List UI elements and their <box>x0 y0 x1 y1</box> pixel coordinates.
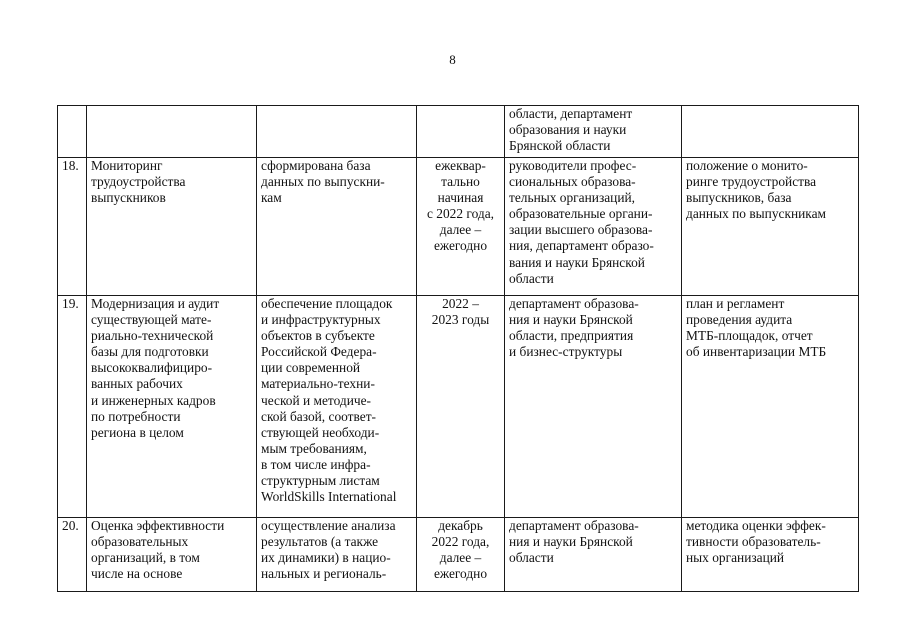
cell-line: выпускников, база <box>686 190 792 206</box>
cell-responsible <box>505 296 682 518</box>
cell-line: ния, департамент образо- <box>509 238 654 254</box>
cell-result <box>257 296 417 518</box>
cell-line: начиная <box>437 190 484 206</box>
cell-line: высококвалифициро- <box>91 360 213 376</box>
cell-line: методика оценки эффек- <box>686 518 826 533</box>
cell-line: региона в целом <box>91 424 184 440</box>
cell-line: области <box>509 270 554 286</box>
cell-line: WorldSkills International <box>261 489 397 505</box>
cell-line: с 2022 года, <box>427 206 494 222</box>
cell-line: осуществление анализа <box>261 518 396 533</box>
cell-line: нальных и региональ- <box>261 566 387 582</box>
cell-line: и инфраструктурных <box>261 312 381 328</box>
cell-line: ных организаций <box>686 550 785 566</box>
cell-line: положение о монито- <box>686 158 808 173</box>
cell-line: Российской Федера- <box>261 344 377 360</box>
cell-line: объектов в субъекте <box>261 328 375 344</box>
page-number: 8 <box>449 52 456 67</box>
cell-line: в том числе инфра- <box>261 456 371 472</box>
cell-number <box>58 158 87 296</box>
cell-document <box>682 518 859 592</box>
cell-line: образования и науки <box>509 122 627 138</box>
cell-line: зации высшего образова- <box>509 222 653 238</box>
cell-line: об инвентаризации МТБ <box>686 344 827 360</box>
cell-number <box>58 106 87 158</box>
cell-number <box>58 518 87 592</box>
cell-line: сформирована база <box>261 158 371 173</box>
cell-activity <box>87 518 257 592</box>
cell-result <box>257 106 417 158</box>
cell-line: образовательные органи- <box>509 206 653 222</box>
cell-line: ежегодно <box>433 566 488 582</box>
cell-line: руководители профес- <box>509 158 637 173</box>
cell-line: структурным листам <box>261 473 380 489</box>
cell-line: результатов (а также <box>261 534 379 550</box>
cell-line: 2022 года, <box>431 534 490 550</box>
cell-result <box>257 518 417 592</box>
cell-line: 2022 – <box>442 296 479 311</box>
cell-line: области, департамент <box>509 106 633 121</box>
cell-line: данных по выпускникам <box>686 206 827 222</box>
cell-line: 19. <box>62 296 79 311</box>
cell-line: и инженерных кадров <box>91 392 216 408</box>
cell-line: ния и науки Брянской <box>509 312 633 328</box>
cell-line: ческой и методиче- <box>261 392 372 408</box>
cell-line: вания и науки Брянской <box>509 254 645 270</box>
cell-activity <box>87 106 257 158</box>
cell-deadline <box>417 296 505 518</box>
cell-line: области <box>509 550 554 566</box>
cell-document <box>682 296 859 518</box>
cell-line: ствующей необходи- <box>261 424 380 440</box>
cell-line: ции современной <box>261 360 361 376</box>
table-row-continued <box>58 106 859 158</box>
cell-line: тально <box>441 174 480 190</box>
cell-line: Мониторинг <box>91 158 163 173</box>
cell-line: базы для подготовки <box>91 344 209 360</box>
plan-table <box>57 105 859 592</box>
cell-line: проведения аудита <box>686 312 793 328</box>
cell-line: департамент образова- <box>509 296 639 311</box>
cell-line: образовательных <box>91 534 189 550</box>
cell-line: декабрь <box>438 518 483 533</box>
cell-line: ежегодно <box>433 238 488 254</box>
cell-line: организаций, в том <box>91 550 200 566</box>
cell-line: 2023 годы <box>431 312 490 328</box>
cell-line: Модернизация и аудит <box>91 296 220 311</box>
cell-line: далее – <box>439 222 482 238</box>
cell-line: данных по выпускни- <box>261 174 385 190</box>
cell-line: по потребности <box>91 408 181 424</box>
cell-line: департамент образова- <box>509 518 639 533</box>
table-row-18 <box>58 158 859 296</box>
cell-responsible <box>505 518 682 592</box>
cell-activity <box>87 158 257 296</box>
cell-line: тивности образователь- <box>686 534 821 550</box>
cell-line: Оценка эффективности <box>91 518 225 533</box>
cell-responsible <box>505 106 682 158</box>
cell-deadline <box>417 158 505 296</box>
cell-line: ской базой, соответ- <box>261 408 377 424</box>
cell-line: выпускников <box>91 190 166 206</box>
cell-number <box>58 296 87 518</box>
cell-line: обеспечение площадок <box>261 296 393 311</box>
cell-line: ванных рабочих <box>91 376 183 392</box>
cell-document <box>682 158 859 296</box>
cell-line: МТБ-площадок, отчет <box>686 328 813 344</box>
cell-line: Брянской области <box>509 138 611 154</box>
cell-line: далее – <box>439 550 482 566</box>
cell-line: план и регламент <box>686 296 785 311</box>
cell-line: трудоустройства <box>91 174 186 190</box>
cell-line: 18. <box>62 158 79 173</box>
cell-line: существующей мате- <box>91 312 212 328</box>
cell-line: их динамики) в нацио- <box>261 550 391 566</box>
cell-line: ринге трудоустройства <box>686 174 817 190</box>
cell-line: 20. <box>62 518 79 533</box>
cell-responsible <box>505 158 682 296</box>
cell-line: кам <box>261 190 282 206</box>
table-row-20 <box>58 518 859 592</box>
cell-line: ежеквар- <box>435 158 486 173</box>
table-row-19 <box>58 296 859 518</box>
cell-deadline <box>417 106 505 158</box>
cell-line: мым требованиям, <box>261 440 367 456</box>
cell-line: тельных организаций, <box>509 190 636 206</box>
cell-line: ния и науки Брянской <box>509 534 633 550</box>
cell-line: сиональных образова- <box>509 174 636 190</box>
cell-line: материально-техни- <box>261 376 375 392</box>
cell-line: числе на основе <box>91 566 183 582</box>
cell-document <box>682 106 859 158</box>
cell-line: риально-технической <box>91 328 214 344</box>
cell-line: и бизнес-структуры <box>509 344 623 360</box>
cell-activity <box>87 296 257 518</box>
cell-line: области, предприятия <box>509 328 634 344</box>
cell-deadline <box>417 518 505 592</box>
cell-result <box>257 158 417 296</box>
